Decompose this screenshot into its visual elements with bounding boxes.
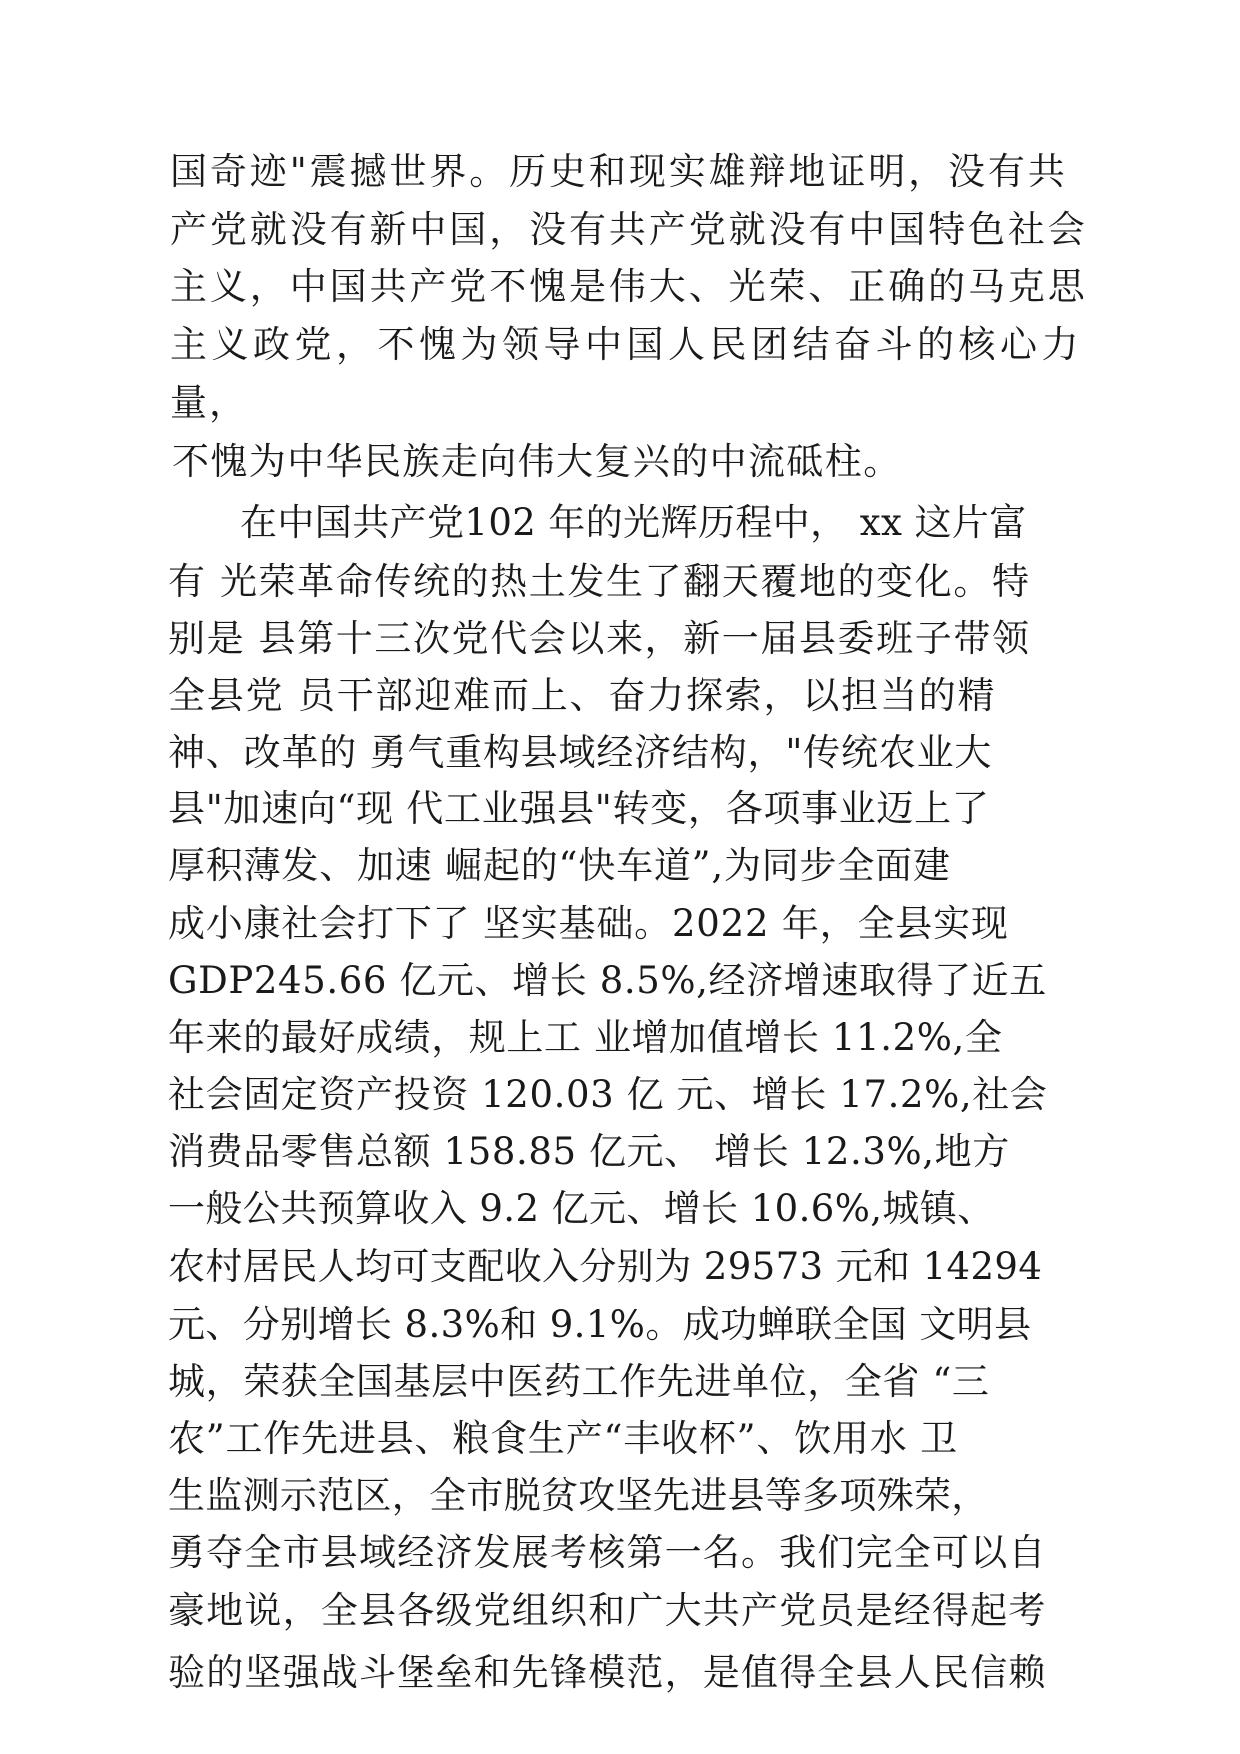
text-line-16: 年来的最好成绩，规上工 业增加值增长 11.2%,全: [168, 1016, 1003, 1059]
text-line-11: 神、改革的 勇气重构县域经济结构，"传统农业大: [168, 731, 993, 774]
text-line-22: 城，荣获全国基层中医药工作先进单位，全省 “三: [168, 1360, 990, 1403]
text-line-26: 豪地说，全县各级党组织和广大共产党员是经得起考: [168, 1589, 1047, 1632]
text-line-2: 产党就没有新中国，没有共产党就没有中国特色社会: [170, 208, 1088, 251]
text-line-7: 在中国共产党102 年的光辉历程中， xx 这片富: [240, 501, 1027, 544]
text-line-6: 不愧为中华民族走向伟大复兴的中流砥柱。: [172, 440, 902, 483]
text-line-5: 量，: [170, 381, 248, 424]
text-line-23: 农”工作先进县、粮食生产“丰收杯”、饮用水 卫: [168, 1417, 958, 1460]
text-line-19: 一般公共预算收入 9.2 亿元、增长 10.6%,城镇、: [168, 1187, 995, 1230]
text-line-1: 国奇迹"震撼世界。历史和现实雄辩地证明，没有共: [170, 150, 1068, 193]
text-line-21: 元、分别增长 8.3%和 9.1%。成功蝉联全国 文明县: [168, 1303, 1032, 1346]
text-line-18: 消费品零售总额 158.85 亿元、 增长 12.3%,地方: [168, 1130, 1010, 1173]
text-line-20: 农村居民人均可支配收入分别为 29573 元和 14294: [168, 1245, 1043, 1288]
text-line-4: 主义政党，不愧为领导中国人民团结奋斗的核心力: [170, 323, 1083, 366]
text-line-13: 厚积薄发、加速 崛起的“快车道”,为同步全面建: [168, 844, 951, 887]
text-line-15: GDP245.66 亿元、增长 8.5%,经济增速取得了近五: [168, 959, 1047, 1002]
text-line-17: 社会固定资产投资 120.03 亿 元、增长 17.2%,社会: [168, 1073, 1048, 1116]
text-line-14: 成小康社会打下了 坚实基础。2022 年，全县实现: [168, 902, 1009, 945]
text-line-8: 有 光荣革命传统的热土发生了翻天覆地的变化。特: [168, 560, 1031, 603]
text-line-10: 全县党 员干部迎难而上、奋力探索，以担当的精: [168, 674, 997, 717]
text-line-24: 生监测示范区，全市脱贫攻坚先进县等多项殊荣，: [168, 1474, 989, 1517]
text-line-3: 主义，中国共产党不愧是伟大、光荣、正确的马克思: [170, 265, 1088, 308]
text-line-25: 勇夺全市县域经济发展考核第一名。我们完全可以自: [168, 1531, 1047, 1574]
text-line-27: 验的坚强战斗堡垒和先锋模范，是值得全县人民信赖: [168, 1651, 1047, 1694]
text-line-9: 别是 县第十三次党代会以来，新一届县委班子带领: [168, 617, 1031, 660]
text-line-12: 县"加速向“现 代工业强县"转变，各项事业迈上了: [168, 787, 990, 830]
